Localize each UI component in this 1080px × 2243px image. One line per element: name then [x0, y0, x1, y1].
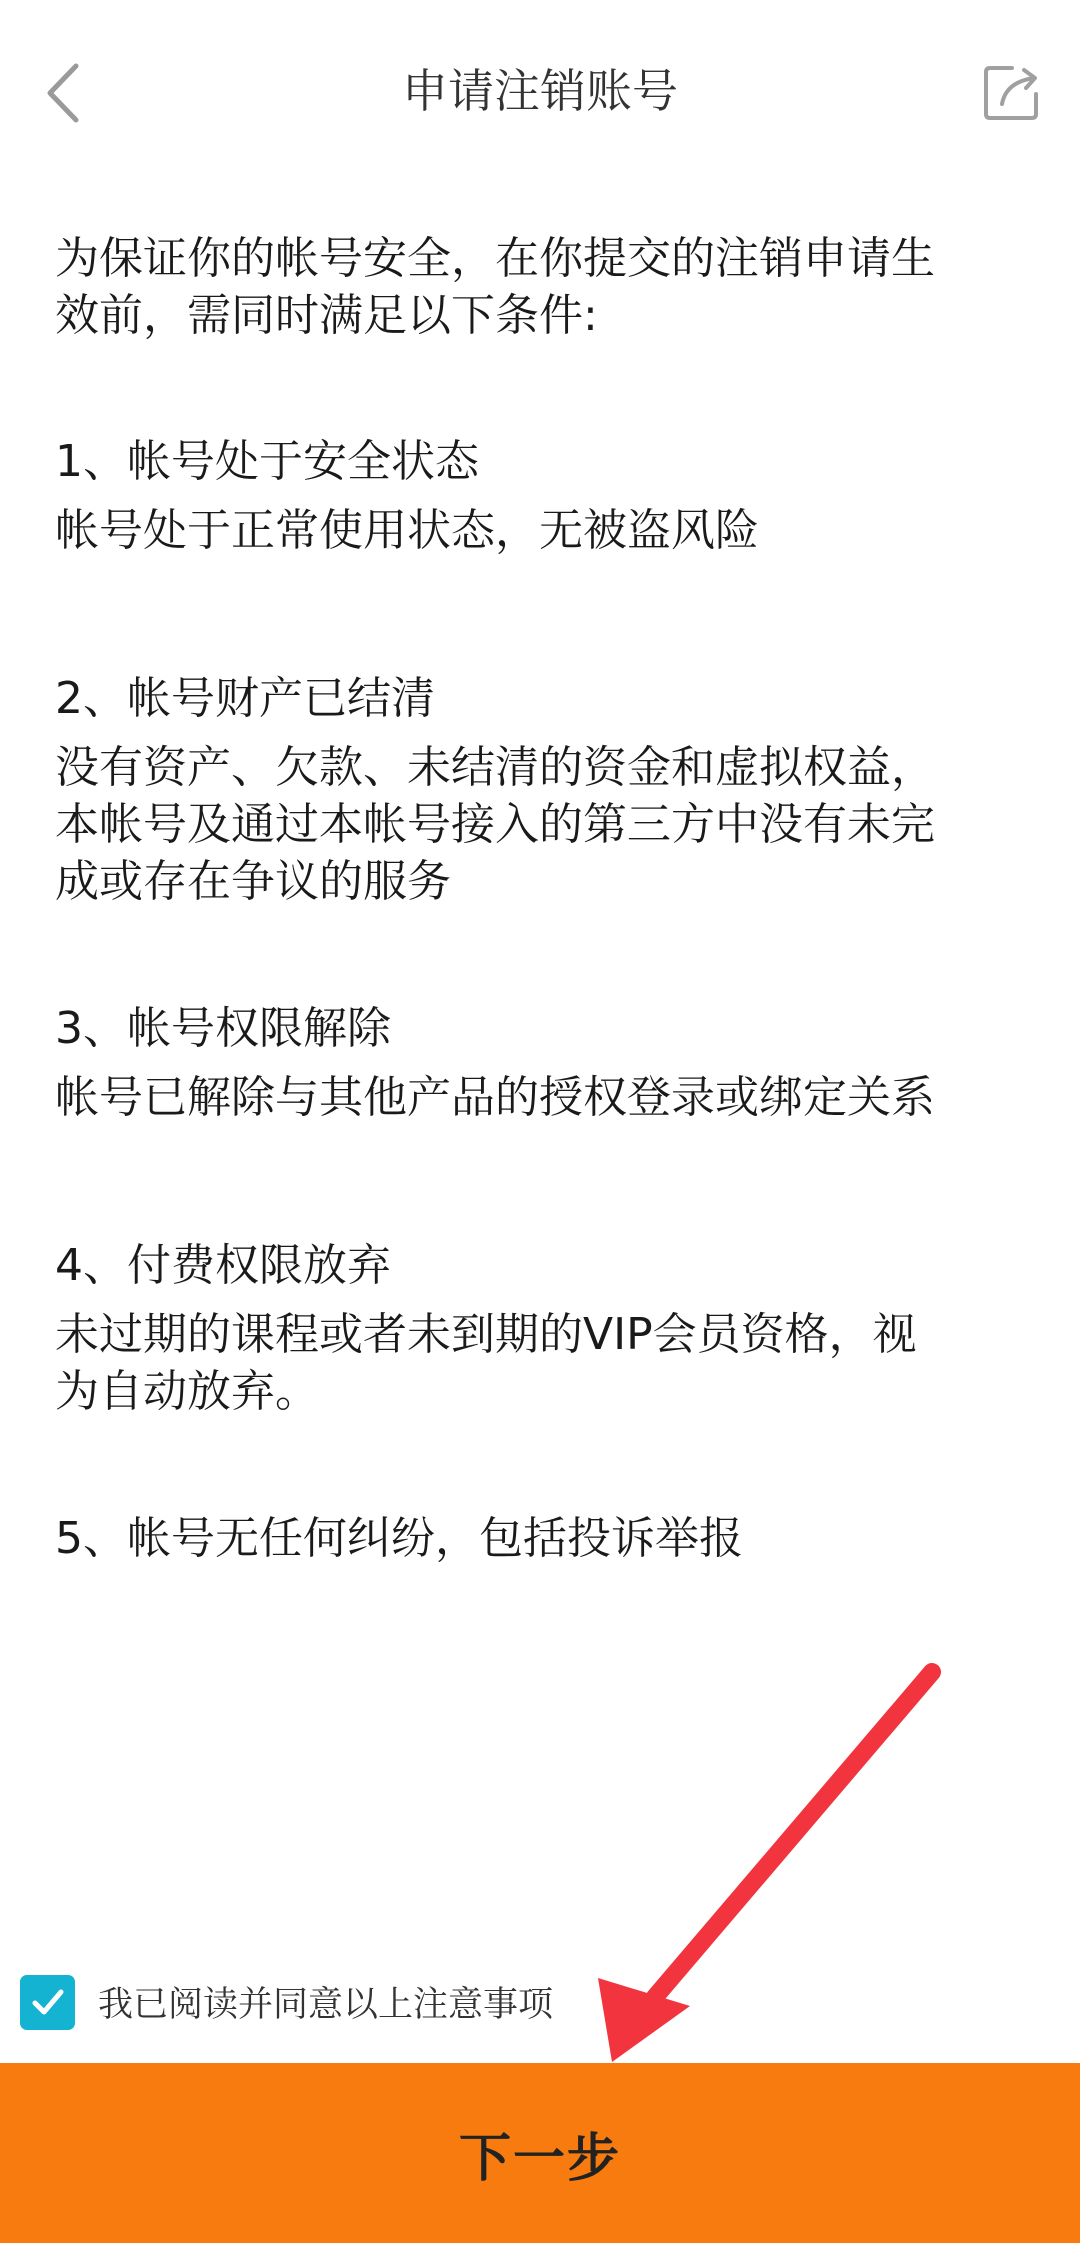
share-icon: [982, 62, 1042, 122]
agreement-row[interactable]: [20, 1972, 553, 2032]
condition-item: [55, 433, 1030, 559]
next-step-button[interactable]: [0, 2063, 1080, 2243]
condition-title: 3、帐号权限解除: [55, 1003, 391, 1054]
condition-desc: 帐号已解除与其他产品的授权登录或绑定关系: [55, 1072, 935, 1123]
checkmark-icon: [28, 1982, 68, 2022]
condition-item: [55, 1000, 1030, 1126]
condition-desc: 为自动放弃。: [55, 1366, 319, 1417]
condition-desc: 本帐号及通过本帐号接入的第三方中没有未完: [55, 799, 935, 850]
intro-line: 效前，需同时满足以下条件:: [55, 290, 598, 341]
condition-desc: 帐号处于正常使用状态，无被盗风险: [55, 505, 759, 556]
condition-desc: 未过期的课程或者未到期的VIP会员资格，视: [55, 1309, 917, 1360]
agreement-label: 我已阅读并同意以上注意事项: [98, 1985, 554, 2025]
condition-item: [55, 1237, 1030, 1420]
condition-title: 1、帐号处于安全状态: [55, 436, 479, 487]
condition-title: 4、付费权限放弃: [55, 1240, 391, 1291]
condition-desc: 成或存在争议的服务: [55, 856, 451, 907]
page-title: 申请注销账号: [402, 64, 678, 118]
top-bar: [0, 0, 1080, 185]
next-step-label: 下一步: [458, 2129, 621, 2188]
intro-text: [55, 230, 1030, 344]
condition-title: 5、帐号无任何纠纷，包括投诉举报: [55, 1513, 743, 1564]
condition-item: [55, 1510, 1030, 1567]
share-button[interactable]: [982, 62, 1042, 122]
condition-desc: 没有资产、欠款、未结清的资金和虚拟权益，: [55, 742, 935, 793]
condition-title: 2、帐号财产已结清: [55, 673, 435, 724]
notice-content: [55, 230, 1030, 1567]
condition-item: [55, 670, 1030, 910]
agreement-checkbox[interactable]: [20, 1975, 75, 2030]
intro-line: 为保证你的帐号安全，在你提交的注销申请生: [55, 233, 935, 284]
